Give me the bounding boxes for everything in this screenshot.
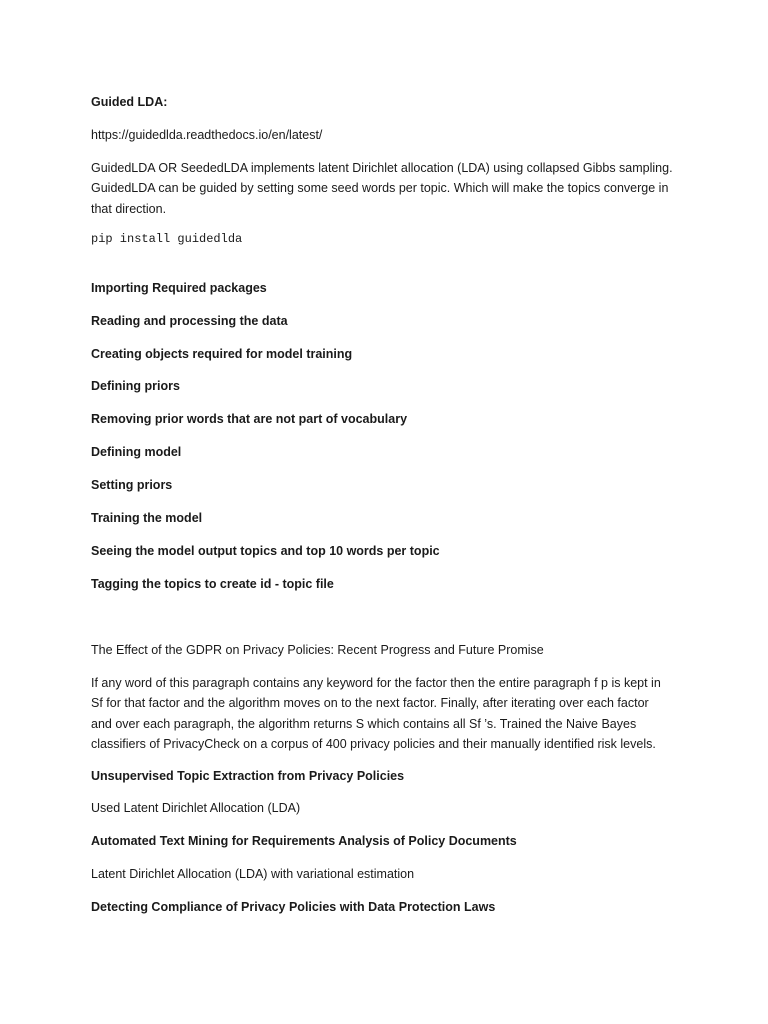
install-command: pip install guidedlda <box>91 232 243 246</box>
intro-paragraph <box>91 158 691 219</box>
step-item: Defining priors <box>91 379 180 393</box>
step-item: Tagging the topics to create id - topic file <box>91 577 334 591</box>
paper-method: Used Latent Dirichlet Allocation (LDA) <box>91 801 301 815</box>
gdpr-line: and over each paragraph, the algorithm returns S which contains all Sf ’s. Trained the Naive Bayes <box>91 716 637 731</box>
step-item: Seeing the model output topics and top 10 words per topic <box>91 544 440 558</box>
step-item: Creating objects required for model training <box>91 347 353 361</box>
gdpr-line: Sf for that factor and the algorithm moves on to the next factor. Finally, after iterating over each factor <box>91 696 649 711</box>
gdpr-paragraph <box>91 673 691 754</box>
step-item: Defining model <box>91 445 182 459</box>
guided-lda-heading: Guided LDA: <box>91 95 168 109</box>
step-item: Reading and processing the data <box>91 314 288 328</box>
intro-line: GuidedLDA can be guided by setting some seed words per topic. Which will make the topics converge in <box>91 181 669 196</box>
documentation-link[interactable]: https://guidedlda.readthedocs.io/en/latest/ <box>91 128 323 142</box>
paper-method: Latent Dirichlet Allocation (LDA) with variational estimation <box>91 867 415 881</box>
intro-line: GuidedLDA OR SeededLDA implements latent Dirichlet allocation (LDA) using collapsed Gibbs sampling. <box>91 161 673 175</box>
gdpr-line: If any word of this paragraph contains any keyword for the factor then the entire paragraph f p is kept in <box>91 676 661 690</box>
paper-title: The Effect of the GDPR on Privacy Policies: Recent Progress and Future Promise <box>91 643 544 657</box>
gdpr-line: classifiers of PrivacyCheck on a corpus of 400 privacy policies and their manually identified risk levels. <box>91 736 656 751</box>
step-item: Training the model <box>91 511 203 525</box>
step-item: Importing Required packages <box>91 281 267 295</box>
paper-title: Detecting Compliance of Privacy Policies with Data Protection Laws <box>91 900 496 914</box>
step-item: Removing prior words that are not part of vocabulary <box>91 412 408 426</box>
paper-title: Unsupervised Topic Extraction from Privacy Policies <box>91 769 405 783</box>
intro-line: that direction. <box>91 201 167 216</box>
paper-title: Automated Text Mining for Requirements Analysis of Policy Documents <box>91 834 517 848</box>
step-item: Setting priors <box>91 478 173 492</box>
